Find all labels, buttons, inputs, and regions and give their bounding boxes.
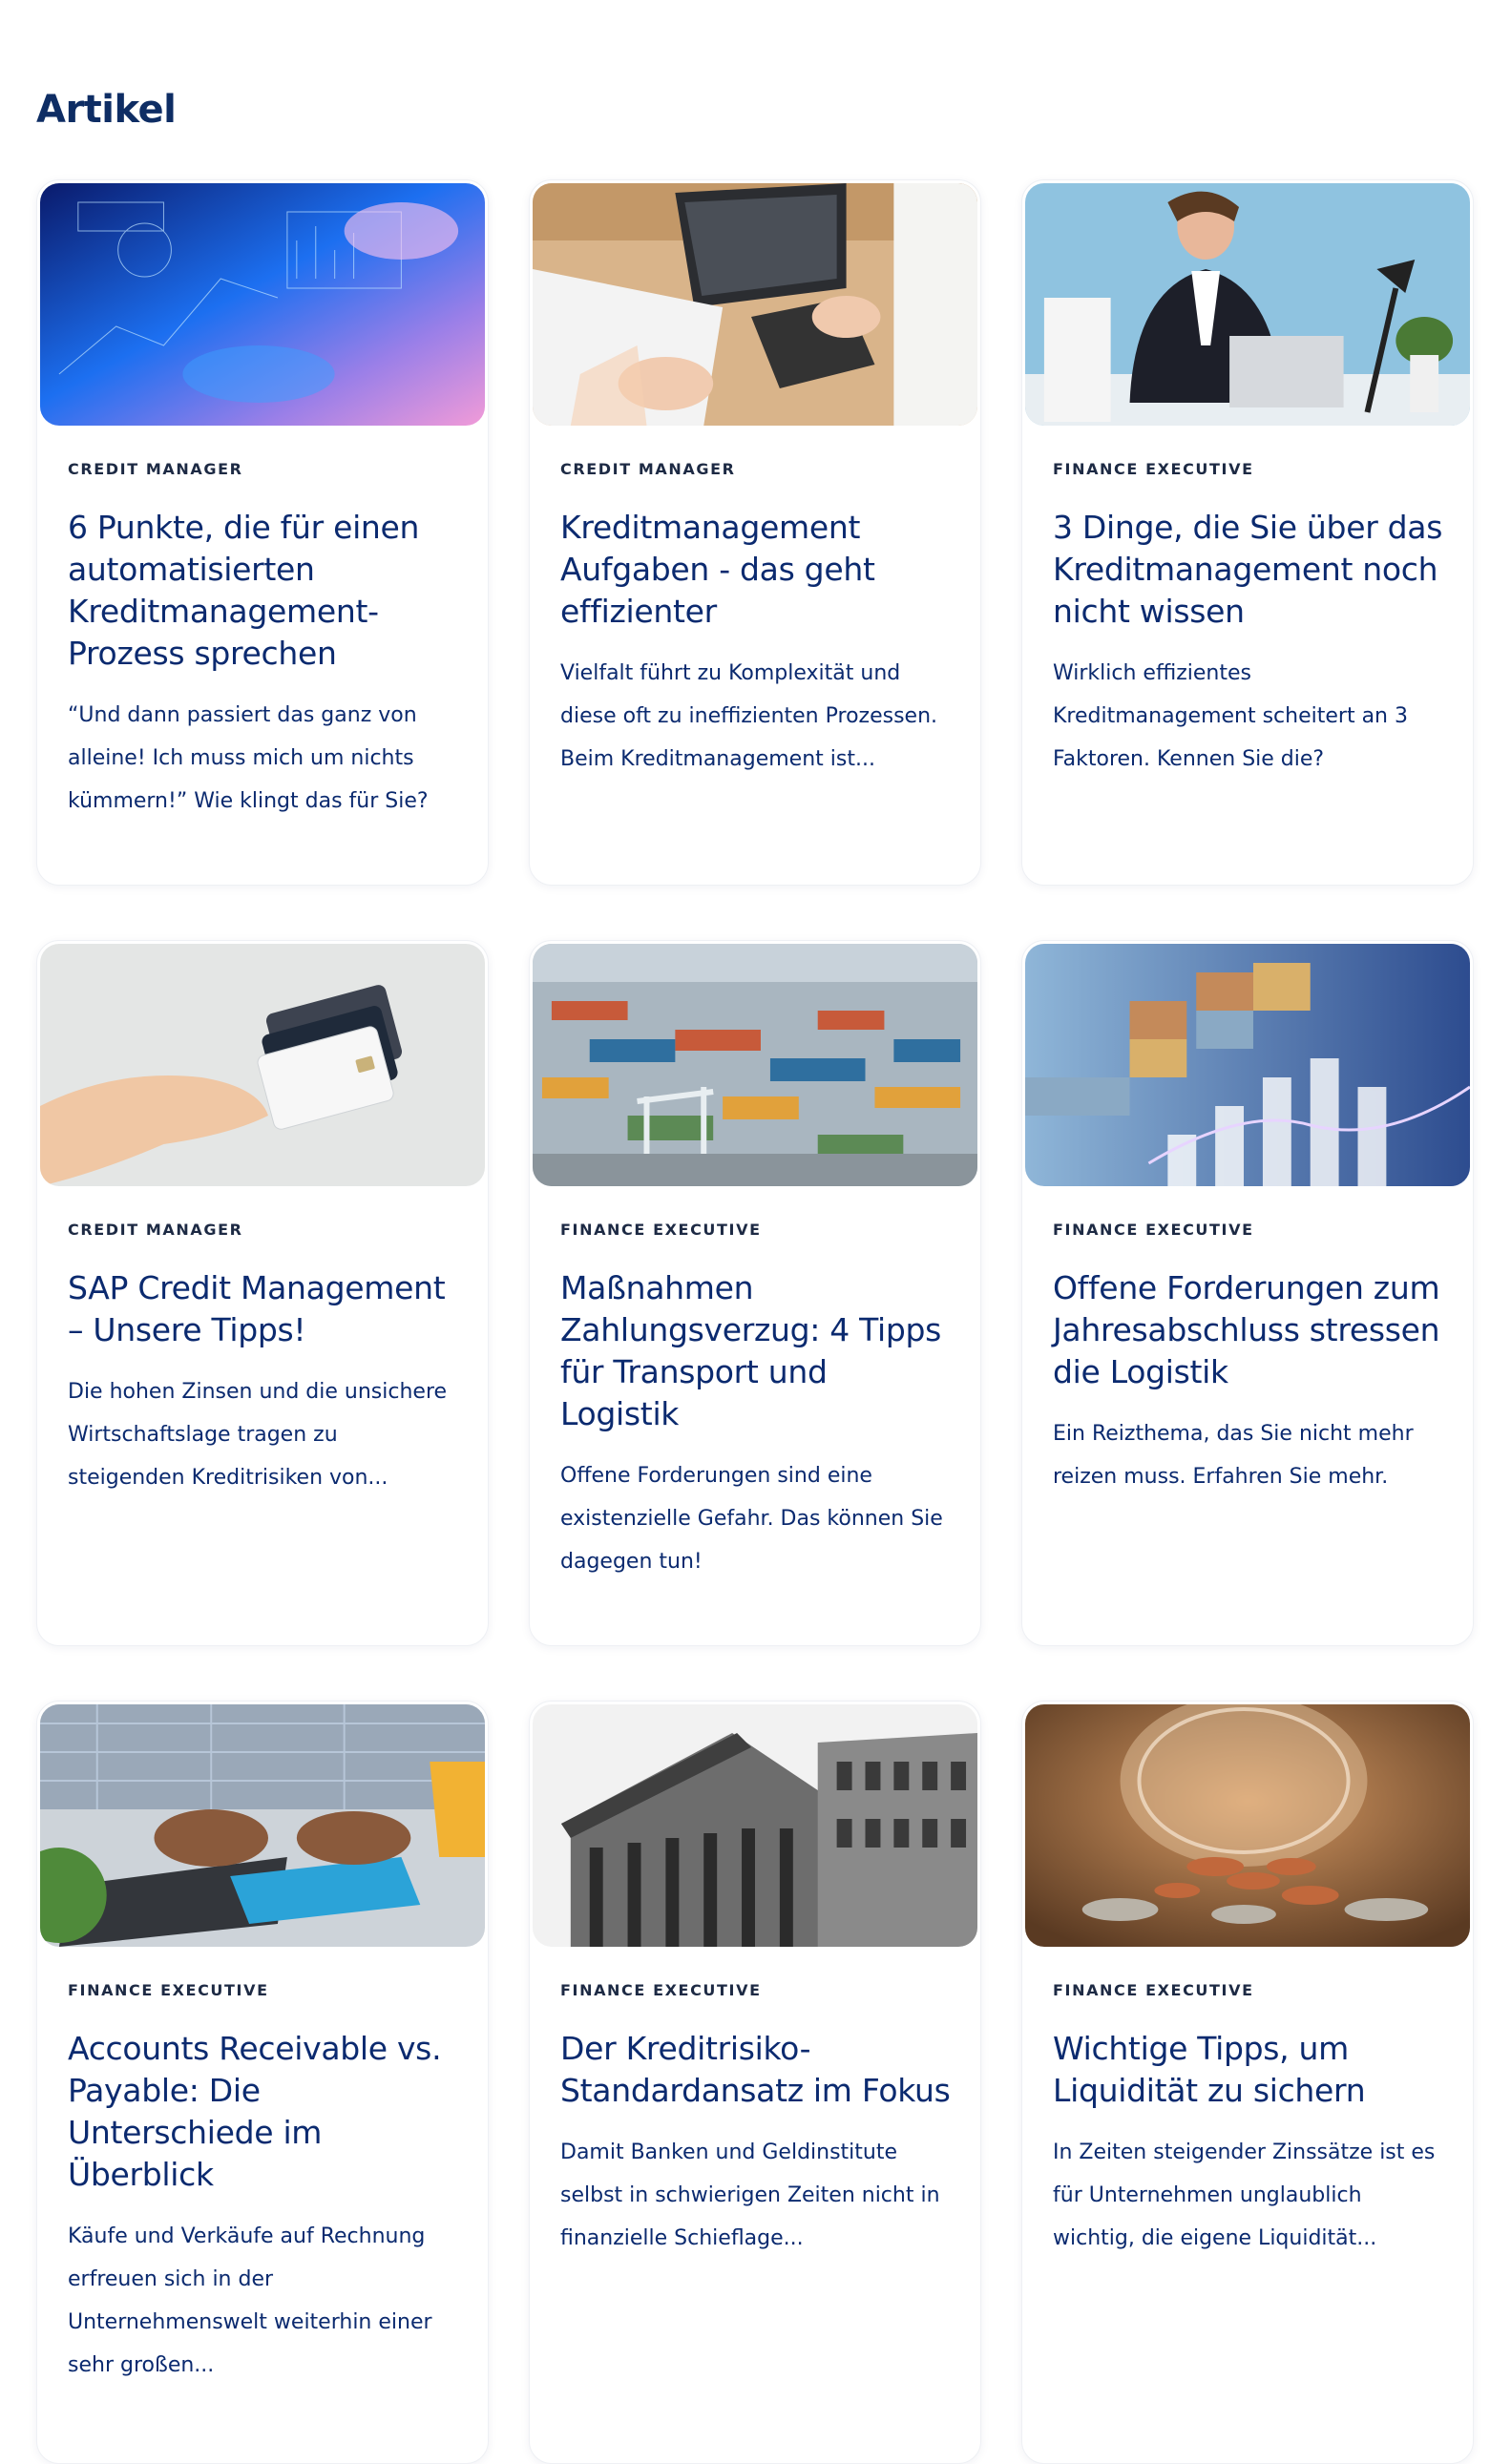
card-image[interactable]	[1025, 183, 1470, 426]
article-card-3[interactable]	[1021, 179, 1474, 886]
container-port-photo	[533, 944, 977, 1186]
digital-analytics-photo	[40, 183, 485, 426]
card-title[interactable]: Maßnahmen Zahlungsverzug: 4 Tipps für Transport und Logistik	[560, 1269, 942, 1432]
card-excerpt: Ein Reizthema, das Sie nicht mehr reizen muss. Erfahren Sie mehr.	[1053, 1422, 1414, 1489]
article-card-9[interactable]	[1021, 1701, 1474, 2464]
card-excerpt: In Zeiten steigender Zinssätze ist es für Unternehmen unglaublich wichtig, die eigene Liquidität...	[1053, 2140, 1436, 2250]
card-excerpt: Vielfalt führt zu Komplexität und diese oft zu ineffizienten Prozessen. Beim Kreditmanagement ist...	[560, 661, 938, 771]
card-category: FINANCE EXECUTIVE	[68, 1981, 269, 1999]
article-card-1[interactable]	[36, 179, 489, 886]
card-title[interactable]: 3 Dinge, die Sie über das Kreditmanagement noch nicht wissen	[1053, 509, 1443, 630]
card-image[interactable]	[533, 1704, 977, 1947]
article-card-6[interactable]	[1021, 940, 1474, 1646]
laptop-calculator-photo	[533, 183, 977, 426]
card-image[interactable]	[40, 183, 485, 426]
card-title[interactable]: Der Kreditrisiko-Standardansatz im Fokus	[560, 2030, 951, 2109]
card-category: CREDIT MANAGER	[68, 1221, 243, 1239]
businessman-desk-photo	[1025, 183, 1470, 426]
card-image[interactable]	[1025, 944, 1470, 1186]
card-category: FINANCE EXECUTIVE	[1053, 460, 1254, 478]
article-card-7[interactable]	[36, 1701, 489, 2464]
card-excerpt: Käufe und Verkäufe auf Rechnung erfreuen sich in der Unternehmenswelt weiterhin einer sehr großen...	[68, 2224, 432, 2377]
card-title[interactable]: Wichtige Tipps, um Liquidität zu sichern	[1053, 2030, 1366, 2109]
bank-building-photo	[533, 1704, 977, 1947]
card-category: CREDIT MANAGER	[68, 460, 243, 478]
card-image[interactable]	[533, 183, 977, 426]
card-excerpt: Damit Banken und Geldinstitute selbst in schwierigen Zeiten nicht in finanzielle Schieflage...	[560, 2140, 940, 2250]
calculator-keyboard-photo	[40, 1704, 485, 1947]
section-title: Artikel	[36, 88, 177, 132]
coins-jar-photo	[1025, 1704, 1470, 1947]
article-card-4[interactable]	[36, 940, 489, 1646]
article-card-5[interactable]	[529, 940, 981, 1646]
card-image[interactable]	[40, 944, 485, 1186]
card-category: FINANCE EXECUTIVE	[560, 1221, 762, 1239]
card-excerpt: Wirklich effizientes Kreditmanagement scheitert an 3 Faktoren. Kennen Sie die?	[1053, 661, 1408, 771]
card-title[interactable]: 6 Punkte, die für einen automatisierten Kreditmanagement-Prozess sprechen	[68, 509, 420, 672]
article-card-8[interactable]	[529, 1701, 981, 2464]
card-excerpt: “Und dann passiert das ganz von alleine! Ich muss mich um nichts kümmern!” Wie klingt das für Sie?	[68, 703, 429, 813]
card-excerpt: Offene Forderungen sind eine existenzielle Gefahr. Das können Sie dagegen tun!	[560, 1464, 943, 1574]
card-title[interactable]: Accounts Receivable vs. Payable: Die Unterschiede im Überblick	[68, 2030, 442, 2193]
card-excerpt: Die hohen Zinsen und die unsichere Wirtschaftslage tragen zu steigenden Kreditrisiken von...	[68, 1380, 448, 1490]
container-chart-photo	[1025, 944, 1470, 1186]
credit-cards-hand-photo	[40, 944, 485, 1186]
card-image[interactable]	[533, 944, 977, 1186]
card-title[interactable]: Kreditmanagement Aufgaben - das geht effizienter	[560, 509, 875, 630]
article-card-2[interactable]	[529, 179, 981, 886]
card-title[interactable]: SAP Credit Management – Unsere Tipps!	[68, 1269, 446, 1348]
card-image[interactable]	[40, 1704, 485, 1947]
card-category: FINANCE EXECUTIVE	[1053, 1981, 1254, 1999]
card-category: FINANCE EXECUTIVE	[560, 1981, 762, 1999]
card-category: FINANCE EXECUTIVE	[1053, 1221, 1254, 1239]
card-category: CREDIT MANAGER	[560, 460, 736, 478]
card-title[interactable]: Offene Forderungen zum Jahresabschluss stressen die Logistik	[1053, 1269, 1440, 1390]
card-image[interactable]	[1025, 1704, 1470, 1947]
